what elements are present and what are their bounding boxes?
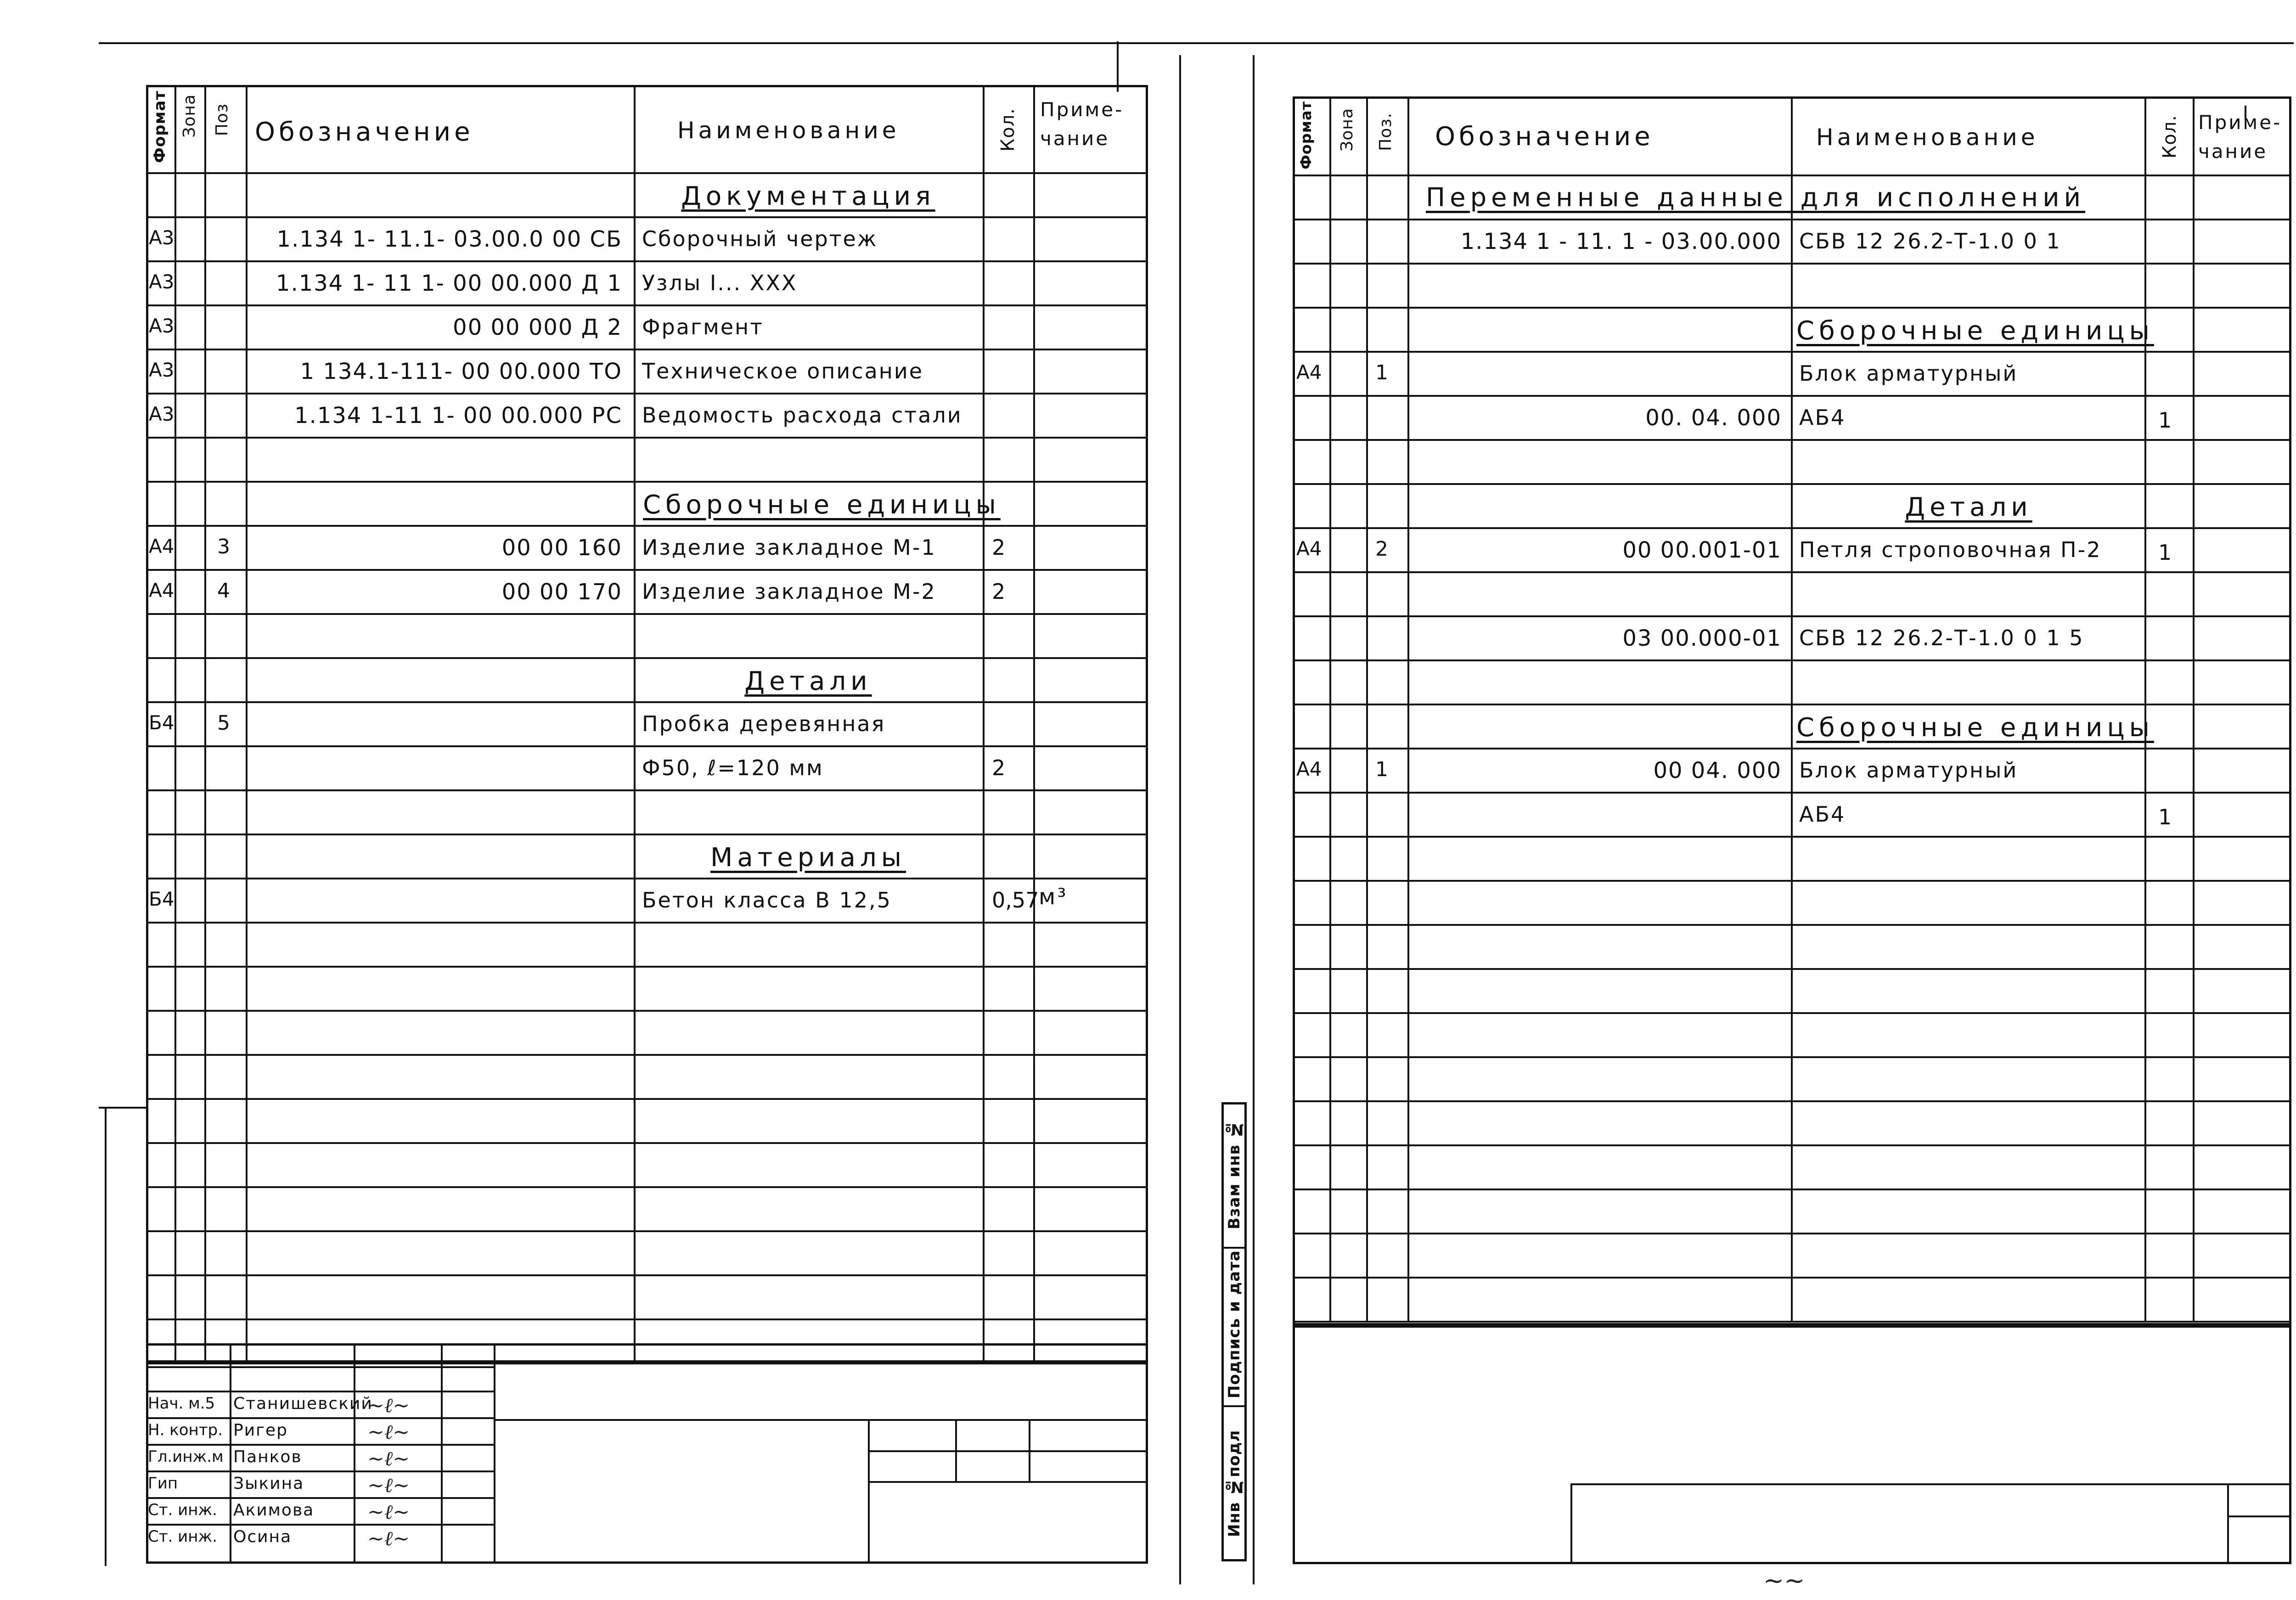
- right-row-name: АБ4: [1799, 802, 1846, 827]
- left-row-line: [146, 393, 1148, 394]
- right-row-line: [1293, 1056, 2291, 1058]
- left-row-designation: 00 00 000 Д 2: [453, 315, 622, 340]
- left-row-designation: 1.134 1- 11.1- 03.00.0 00 СБ: [276, 226, 622, 252]
- left-row-designation: 00 00 170: [501, 579, 622, 605]
- right-row-line: [1293, 792, 2291, 794]
- right-row-line: [1293, 527, 2291, 529]
- left-row-designation: 1.134 1- 11 1- 00 00.000 Д 1: [276, 270, 622, 296]
- right-row-line: [1293, 1233, 2291, 1234]
- staff-name: Осина: [233, 1527, 292, 1546]
- right-row-line: [1293, 1100, 2291, 1102]
- right-row-line: [1293, 395, 2291, 397]
- left-row-line: [146, 701, 1148, 703]
- left-row-line: [146, 789, 1148, 791]
- staff-name: Зыкина: [233, 1474, 304, 1493]
- left-row-line: [146, 745, 1148, 747]
- right-header-note: Приме- чание: [2198, 111, 2282, 163]
- left-row-designation: 1 134.1-111- 00 00.000 ТО: [300, 359, 622, 384]
- staff-name: Акимова: [233, 1501, 315, 1520]
- right-section-heading-wide: Переменные данные для исполнений: [1426, 183, 2086, 213]
- right-row-line: [1293, 219, 2291, 220]
- staff-role: Гл.инж.м: [148, 1448, 224, 1466]
- left-row-line: [146, 1098, 1148, 1100]
- title-staff-row-line: [146, 1497, 494, 1499]
- right-header-name: Наименование: [1816, 124, 2039, 151]
- title-staff-row-line: [146, 1524, 494, 1526]
- left-row-name: Фрагмент: [642, 315, 764, 339]
- right-row-name: СБВ 12 26.2-Т-1.0 0 1: [1799, 229, 2061, 254]
- right-row-line: [1293, 880, 2291, 882]
- side-label: Подпись и дата: [1225, 1250, 1244, 1398]
- right-row-line: [1293, 704, 2291, 705]
- right-row-line: [1293, 968, 2291, 970]
- left-row-name: Бетон класса В 12,5: [642, 888, 892, 913]
- title-staff-divider: [441, 1343, 443, 1564]
- side-label: Взам инв №: [1225, 1120, 1244, 1229]
- left-row-qty: 0,57: [992, 888, 1039, 913]
- left-row-line: [146, 657, 1148, 659]
- top-border-line: [99, 42, 2294, 44]
- left-row-name: Ведомость расхода стали: [642, 403, 962, 428]
- right-row-name: Петля строповочная П-2: [1799, 537, 2102, 562]
- right-row-line: [1293, 439, 2291, 441]
- left-row-line: [146, 1054, 1148, 1056]
- left-row-designation: 1.134 1-11 1- 00 00.000 РС: [294, 403, 622, 428]
- right-col-divider: [1366, 96, 1368, 1321]
- left-stub-vline: [105, 1107, 107, 1566]
- staff-name: Ригер: [233, 1421, 288, 1440]
- left-row-name: Узлы I... XXX: [642, 270, 798, 295]
- title-staff-row-line: [146, 1470, 494, 1472]
- right-row-name: АБ4: [1799, 405, 1846, 430]
- right-header-format: Формат: [1297, 101, 1315, 169]
- right-section-heading: Сборочные единицы: [1796, 316, 2154, 346]
- left-row-line: [146, 1010, 1148, 1012]
- right-row-line: [1293, 659, 2291, 661]
- left-row-name: Пробка деревянная: [642, 711, 886, 736]
- title-stage-row: [868, 1450, 1148, 1452]
- left-row-format: Б4: [149, 888, 174, 910]
- left-col-divider: [1033, 85, 1035, 1363]
- left-row-line: [146, 1318, 1148, 1320]
- right-row-qty: 1: [2158, 408, 2174, 433]
- left-row-qty: 2: [992, 755, 1006, 780]
- left-row-note: м³: [1039, 884, 1068, 910]
- left-row-line: [146, 878, 1148, 879]
- left-row-line: [146, 613, 1148, 615]
- left-col-divider: [246, 85, 248, 1363]
- title-staff-row-line: [146, 1366, 494, 1368]
- right-row-format: А4: [1296, 537, 1322, 560]
- left-header-zone: Зона: [180, 94, 199, 138]
- left-header-note: Приме- чание: [1040, 98, 1124, 150]
- right-title-frame: [1293, 1325, 2291, 1564]
- right-row-qty: 1: [2158, 540, 2174, 565]
- staff-role: Ст. инж.: [148, 1527, 217, 1546]
- left-row-name: Ф50, ℓ=120 мм: [642, 755, 824, 780]
- right-row-format: А4: [1296, 758, 1322, 780]
- left-row-line: [146, 525, 1148, 527]
- left-header-format: Формат: [151, 90, 169, 163]
- left-row-line: [146, 260, 1148, 262]
- right-row-format: А4: [1296, 361, 1322, 383]
- right-row-line: [1293, 924, 2291, 926]
- right-row-line: [1293, 836, 2291, 838]
- side-label: Инв №подл: [1225, 1430, 1244, 1537]
- left-row-line: [146, 1230, 1148, 1232]
- staff-signature: ~ℓ~: [367, 1500, 410, 1524]
- staff-signature: ~ℓ~: [367, 1527, 410, 1550]
- right-row-name: СБВ 12 26.2-Т-1.0 0 1 5: [1799, 625, 2084, 650]
- right-section-heading: Детали: [1905, 492, 2032, 522]
- left-row-line: [146, 922, 1148, 924]
- title-staff-divider: [354, 1343, 355, 1564]
- left-row-line: [146, 834, 1148, 835]
- right-header-designation: Обозначение: [1435, 122, 1654, 152]
- left-section-heading: Документация: [681, 181, 935, 211]
- left-row-pos: 4: [217, 579, 232, 603]
- left-col-divider: [174, 85, 176, 1363]
- right-title-code-left: [1570, 1483, 1572, 1564]
- right-row-name: Блок арматурный: [1799, 361, 2018, 386]
- right-row-line: [1293, 307, 2291, 309]
- right-row-designation: 00 00.001-01: [1622, 537, 1782, 563]
- left-row-designation: 00 00 160: [501, 535, 622, 561]
- right-col-divider: [2193, 96, 2195, 1321]
- left-row-format: А3: [149, 359, 174, 381]
- right-row-line: [1293, 1277, 2291, 1279]
- left-row-line: [146, 349, 1148, 350]
- left-section-heading: Сборочные единицы: [643, 490, 1001, 520]
- right-row-line: [1293, 1321, 2291, 1323]
- right-row-pos: 2: [1375, 537, 1390, 561]
- left-row-line: [146, 304, 1148, 306]
- right-col-divider: [2144, 96, 2146, 1321]
- right-header-qty: Кол.: [2159, 115, 2180, 159]
- right-title-code-top: [1570, 1483, 2291, 1485]
- left-header-name: Наименование: [677, 117, 900, 144]
- left-col-divider: [204, 85, 206, 1363]
- right-row-pos: 1: [1375, 361, 1390, 384]
- left-row-name: Сборочный чертеж: [642, 226, 878, 251]
- left-row-name: Изделие закладное М-1: [642, 535, 936, 560]
- right-row-designation: 1.134 1 - 11. 1 - 03.00.000: [1460, 229, 1782, 254]
- sheet-corner-mark-left: [1117, 41, 1119, 92]
- title-staff-row-line: [146, 1444, 494, 1446]
- right-row-line: [1293, 1144, 2291, 1146]
- right-sheet-left-edge: [1253, 55, 1255, 1584]
- staff-role: Нач. м.5: [148, 1394, 215, 1413]
- left-row-line: [146, 437, 1148, 439]
- right-header-zone: Зона: [1338, 108, 1356, 152]
- right-row-line: [1293, 351, 2291, 353]
- right-header-pos: Поз.: [1376, 113, 1395, 151]
- right-row-line: [1293, 748, 2291, 749]
- right-row-name: Блок арматурный: [1799, 758, 2018, 783]
- side-label-divider: [1221, 1405, 1247, 1407]
- title-staff-divider: [494, 1343, 495, 1564]
- left-row-format: Б4: [149, 711, 174, 734]
- left-header-pos: Поз: [213, 103, 231, 136]
- right-row-pos: 1: [1375, 758, 1390, 781]
- right-row-line: [1293, 175, 2291, 176]
- right-col-divider: [1791, 96, 1793, 1321]
- staff-signature: ~ℓ~: [367, 1394, 410, 1417]
- staff-role: Н. контр.: [148, 1421, 223, 1439]
- staff-role: Гип: [148, 1474, 178, 1493]
- staff-role: Ст. инж.: [148, 1501, 217, 1519]
- title-code-divider: [494, 1419, 1148, 1421]
- right-row-line: [1293, 1012, 2291, 1014]
- left-row-qty: 2: [992, 535, 1006, 560]
- left-row-format: А3: [149, 315, 174, 337]
- right-row-line: [1293, 1189, 2291, 1190]
- staff-signature: ~ℓ~: [367, 1474, 410, 1497]
- right-col-divider: [1329, 96, 1331, 1321]
- title-stage-row: [868, 1481, 1148, 1483]
- left-row-line: [146, 1274, 1148, 1276]
- left-row-line: [146, 966, 1148, 968]
- left-row-line: [146, 1142, 1148, 1144]
- left-row-line: [146, 1186, 1148, 1188]
- right-row-line: [1293, 571, 2291, 573]
- left-row-name: Техническое описание: [642, 359, 924, 383]
- right-row-qty: 1: [2158, 805, 2174, 829]
- left-col-divider: [983, 85, 985, 1363]
- title-staff-divider: [230, 1343, 231, 1564]
- left-row-line: [146, 481, 1148, 483]
- staff-name: Панков: [233, 1448, 302, 1466]
- left-header-designation: Обозначение: [255, 117, 474, 147]
- left-section-heading: Материалы: [710, 843, 906, 873]
- staff-signature: ~ℓ~: [367, 1447, 410, 1470]
- right-row-designation: 03 00.000-01: [1622, 625, 1782, 651]
- right-row-designation: 00 04. 000: [1653, 758, 1782, 783]
- right-row-line: [1293, 263, 2291, 265]
- left-sheet-right-edge: [1179, 55, 1181, 1584]
- left-row-line: [146, 172, 1148, 174]
- side-label-divider: [1221, 1247, 1247, 1249]
- left-row-format: А4: [149, 535, 174, 558]
- left-section-heading: Детали: [744, 666, 872, 696]
- left-row-qty: 2: [992, 579, 1006, 604]
- left-row-format: А3: [149, 226, 174, 249]
- right-title-sheet-divider: [2227, 1483, 2229, 1564]
- right-row-designation: 00. 04. 000: [1645, 405, 1782, 431]
- right-col-divider: [1407, 96, 1409, 1321]
- left-row-name: Изделие закладное М-2: [642, 579, 936, 604]
- left-row-format: А3: [149, 403, 174, 425]
- left-header-qty: Кол.: [997, 108, 1019, 152]
- copy-signature: ~~: [1763, 1566, 1805, 1595]
- left-row-line: [146, 216, 1148, 218]
- title-staff-row-line: [146, 1391, 494, 1392]
- left-row-line: [146, 569, 1148, 571]
- right-row-line: [1293, 615, 2291, 617]
- left-row-pos: 3: [217, 535, 232, 558]
- staff-signature: ~ℓ~: [367, 1420, 410, 1444]
- left-col-divider: [634, 85, 636, 1363]
- title-staff-row-line: [146, 1417, 494, 1419]
- title-stage-divider: [868, 1419, 870, 1564]
- right-title-sheet-row: [2227, 1515, 2291, 1517]
- left-row-format: А3: [149, 270, 174, 293]
- right-row-line: [1293, 483, 2291, 485]
- staff-name: Станишевский: [233, 1394, 373, 1413]
- right-section-heading: Сборочные единицы: [1796, 713, 2154, 743]
- left-row-pos: 5: [217, 711, 232, 735]
- left-row-format: А4: [149, 579, 174, 602]
